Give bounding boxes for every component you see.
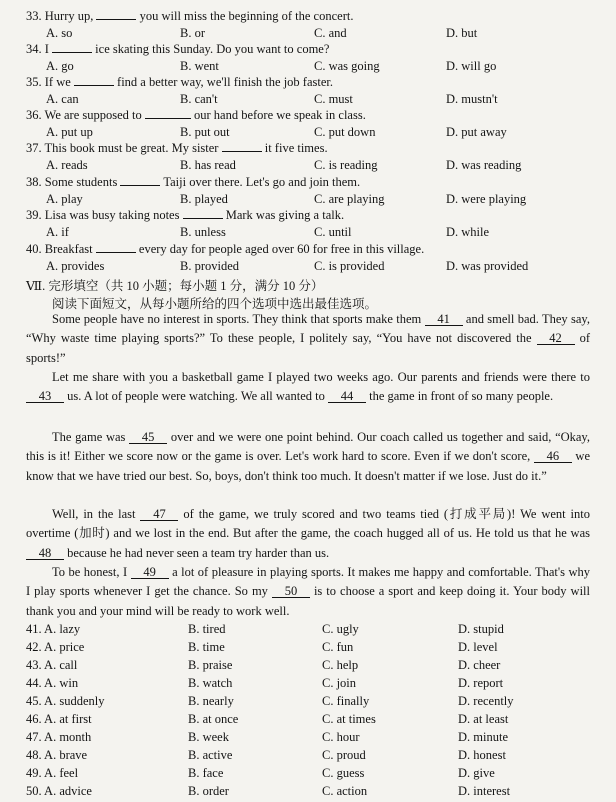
answer-blank [222,141,262,152]
blank-42: 42 [537,332,575,345]
option-c: C. and [314,26,347,40]
question-39: 39. Lisa was busy taking notes Mark was giving a talk. [26,208,345,222]
blank-50: 50 [272,585,310,598]
options-44: 44. A. win B. watch C. join D. report [26,676,504,690]
option-a: A. provides [46,259,105,273]
option-d: D. but [446,26,478,40]
answer-blank [120,175,160,186]
passage-paragraph-3: The game was 45 over and we were one point behind. Our coach called us together and said, “Okay, this is it! Either we score now or the game is over. Let's work hard to score. Even if we don't score, 46 we know that we have tried our best. So, boys, don't think too much. It doesn't matter if we lose. Just do it.” [26,430,591,483]
option-d: D. was provided [446,259,529,273]
section-instruction: 阅读下面短文，从每小题所给的四个选项中选出最佳选项。 [52,297,378,311]
question-35: 35. If we find a better way, we'll finish the job faster. [26,75,333,89]
blank-45: 45 [129,431,167,444]
passage-paragraph-5: To be honest, I 49 a lot of pleasure in playing sports. It makes me happy and comfortable. That's why I play sports whenever I get the chance. So my 50 is to choose a sport and keep doing it. Your body will thank you and your mind will be ready to work well. [26,565,591,618]
question-34: 34. I ice skating this Sunday. Do you want to come? [26,42,330,56]
option-d: D. mustn't [446,92,498,106]
option-d: D. put away [446,125,507,139]
options-46: 46. A. at first B. at once C. at times D. at least [26,712,509,726]
option-c: C. until [314,225,352,239]
options-45: 45. A. suddenly B. nearly C. finally D. recently [26,694,514,708]
option-a: A. go [46,59,74,73]
option-b: B. or [180,26,205,40]
question-33: 33. Hurry up, you will miss the beginning of the concert. [26,9,354,23]
option-c: C. is provided [314,259,385,273]
answer-blank [183,208,223,219]
option-b: B. has read [180,158,236,172]
options-42: 42. A. price B. time C. fun D. level [26,640,498,654]
blank-46: 46 [534,450,572,463]
options-50: 50. A. advice B. order C. action D. interest [26,784,511,798]
options-47: 47. A. month B. week C. hour D. minute [26,730,508,744]
options-41: 41. A. lazy B. tired C. ugly D. stupid [26,622,504,636]
passage-paragraph-1: Some people have no interest in sports. They think that sports make them 41 and smell bad. They say, “Why waste time playing sports?” To these people, I politely say, “You have not discovered the 42 of sports!” [26,312,590,365]
option-c: C. is reading [314,158,378,172]
option-a: A. can [46,92,79,106]
option-c: C. was going [314,59,380,73]
question-38: 38. Some students Taiji over there. Let's go and join them. [26,175,361,189]
answer-blank [74,75,114,86]
option-a: A. reads [46,158,88,172]
option-a: A. play [46,192,83,206]
options-48: 48. A. brave B. active C. proud D. honest [26,748,506,762]
option-b: B. unless [180,225,226,239]
blank-47: 47 [140,508,178,521]
option-a: A. if [46,225,69,239]
blank-41: 41 [425,313,463,326]
option-c: C. are playing [314,192,385,206]
answer-blank [145,108,191,119]
passage-paragraph-2: Let me share with you a basketball game I played two weeks ago. Our parents and friends were there to 43 us. A lot of people were watching. We all wanted to 44 the game in front of so many people. [26,368,590,407]
question-37: 37. This book must be great. My sister it five times. [26,141,328,155]
option-a: A. so [46,26,73,40]
option-b: B. put out [180,125,230,139]
answer-blank [96,242,136,253]
option-d: D. while [446,225,490,239]
option-b: B. went [180,59,219,73]
answer-blank [52,42,92,53]
option-c: C. put down [314,125,376,139]
option-a: A. put up [46,125,93,139]
option-b: B. provided [180,259,240,273]
blank-49: 49 [131,566,169,579]
option-d: D. were playing [446,192,527,206]
option-d: D. will go [446,59,497,73]
option-c: C. must [314,92,353,106]
option-d: D. was reading [446,158,522,172]
options-49: 49. A. feel B. face C. guess D. give [26,766,495,780]
blank-43: 43 [26,390,64,403]
section-title: Ⅶ. 完形填空（共 10 小题；每小题 1 分，满分 10 分） [26,279,324,293]
options-43: 43. A. call B. praise C. help D. cheer [26,658,501,672]
passage-paragraph-4: Well, in the last 47 of the game, we truly scored and two teams tied (打成平局)! We went into overtime (加时) and we lost in the end. But after the game, the coach hugged all of us. He told us that he was 48 because he had never seen a team try harder than us. [26,507,591,560]
question-36: 36. We are supposed to our hand before we speak in class. [26,108,366,122]
option-b: B. played [180,192,228,206]
blank-48: 48 [26,547,64,560]
blank-44: 44 [328,390,366,403]
answer-blank [96,9,136,20]
question-40: 40. Breakfast every day for people aged over 60 for free in this village. [26,242,425,256]
option-b: B. can't [180,92,218,106]
